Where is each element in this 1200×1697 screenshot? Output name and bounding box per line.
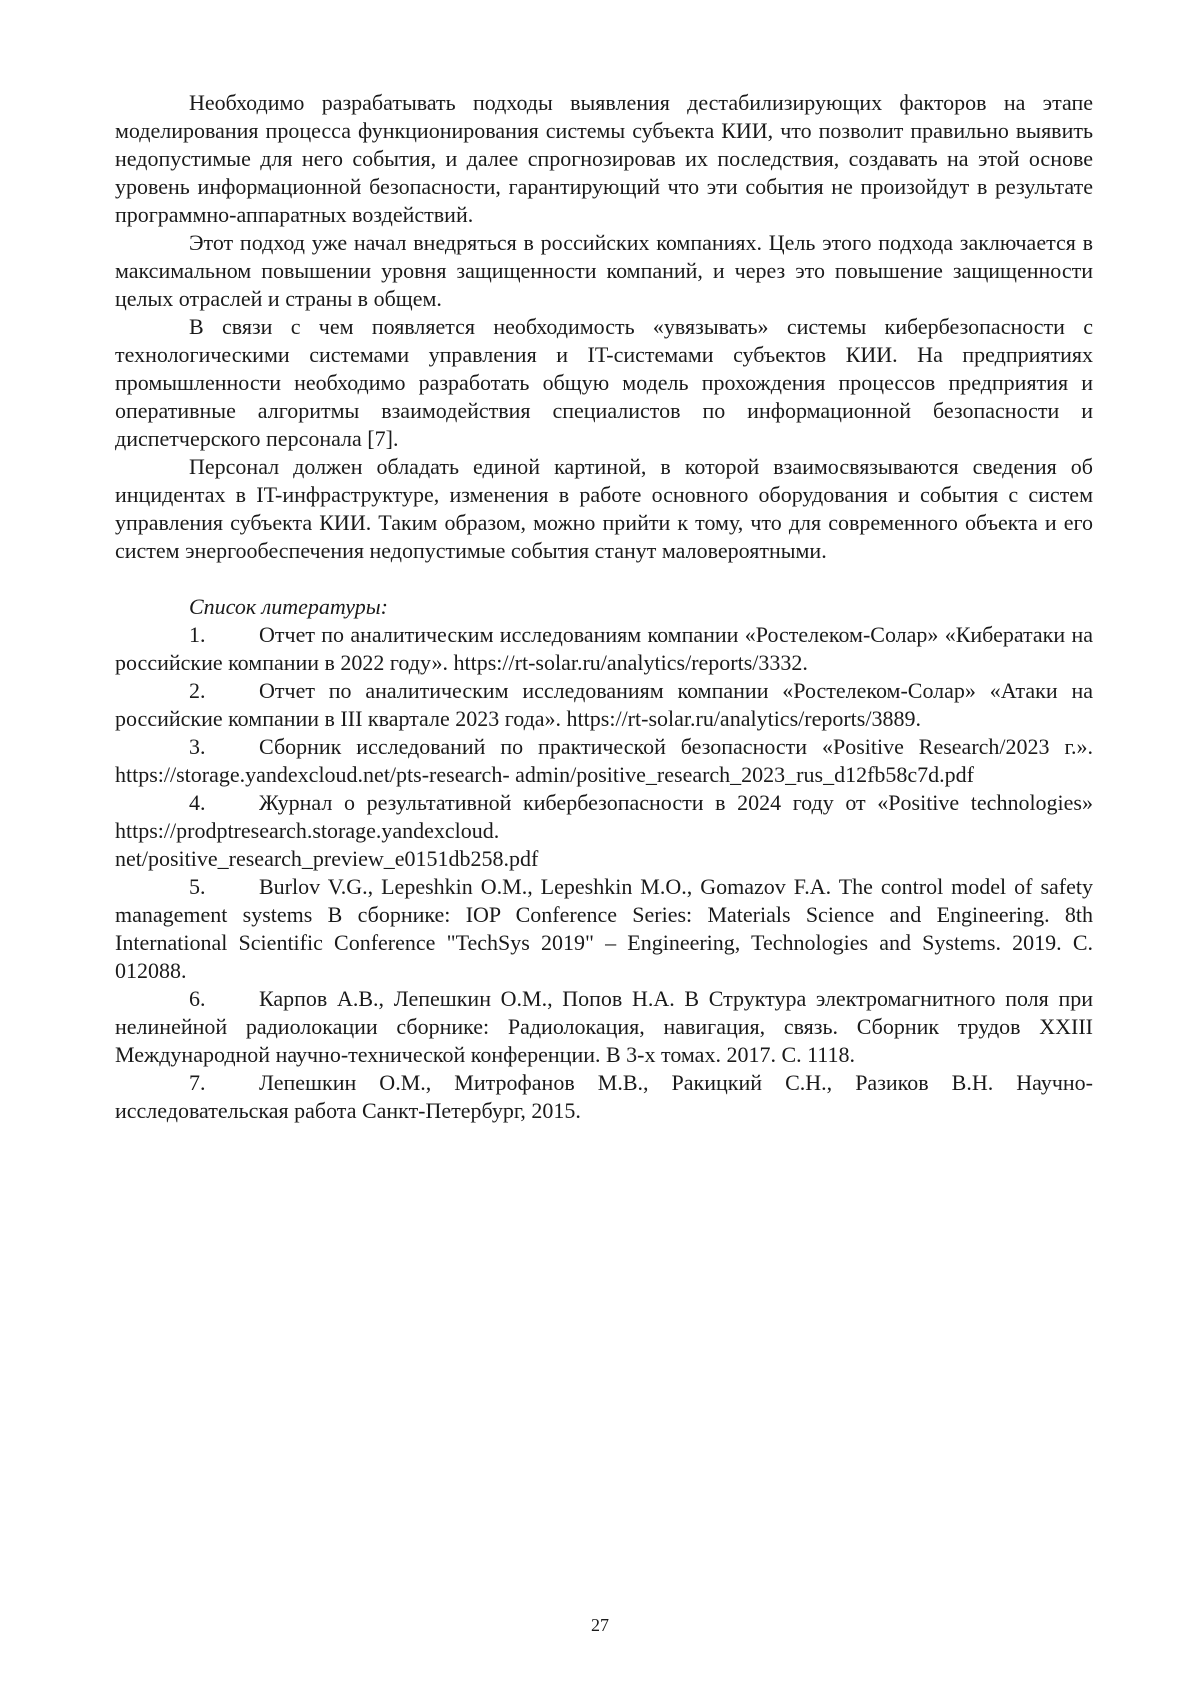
- body-paragraph: В связи с чем появляется необходимость «увязывать» системы кибербезопасности с технологическими системами управления и IT-системами субъектов КИИ. На предприятиях промышленности необходимо разработать общую модель прохождения процессов предприятия и оперативные алгоритмы взаимодействия специалистов по информационной безопасности и диспетчерского персонала [7].: [115, 314, 1093, 451]
- page-number: 27: [591, 1615, 609, 1635]
- reference-item: [115, 733, 1093, 789]
- reference-text: Burlov V.G., Lepeshkin O.M., Lepeshkin M.O., Gomazov F.A. The control model of safety management systems В сборнике: IOP Conference Series: Materials Science and Engineering. 8th International Scientific Conference "TechSys 2019" – Engineering, Technologies and Systems. 2019. С. 012088.: [115, 874, 1093, 983]
- body-paragraph: Этот подход уже начал внедряться в российских компаниях. Цель этого подхода заключается в максимальном повышении уровня защищенности компаний, и через это повышение защищенности целых отраслей и страны в общем.: [115, 230, 1093, 311]
- reference-item: [115, 621, 1093, 677]
- reference-item: [115, 873, 1093, 985]
- reference-text: Журнал о результативной кибербезопасности в 2024 году от «Positive technologies» https://prodptresearch.storage.yandexcloud.: [115, 790, 1093, 843]
- reference-text: Лепешкин О.М., Митрофанов М.В., Ракицкий С.Н., Разиков В.Н. Научно-исследовательская работа Санкт-Петербург, 2015.: [115, 1070, 1093, 1123]
- reference-number: 2.: [189, 678, 206, 703]
- reference-number: 5.: [189, 874, 206, 899]
- reference-text: Отчет по аналитическим исследованиям компании «Ростелеком-Солар» «Кибератаки на российские компании в 2022 году». https://rt-solar.ru/analytics/reports/3332.: [115, 622, 1093, 675]
- reference-number: 7.: [189, 1070, 206, 1095]
- reference-text: Сборник исследований по практической безопасности «Positive Research/2023 г.». https://storage.yandexcloud.net/pts-research- admin/positive_research_2023_rus_d12fb58c7d.pdf: [115, 734, 1093, 787]
- reference-text: Карпов А.В., Лепешкин О.М., Попов Н.А. В Структура электромагнитного поля при нелинейной радиолокации сборнике: Радиолокация, навигация, связь. Сборник трудов XXIII Международной научно-технической конференции. В 3-х томах. 2017. С. 1118.: [115, 986, 1093, 1067]
- reference-number: 6.: [189, 986, 206, 1011]
- reference-item: [115, 789, 1093, 873]
- references-list: [115, 621, 1093, 1125]
- reference-item: [115, 677, 1093, 733]
- reference-number: 3.: [189, 734, 206, 759]
- body-paragraph: Персонал должен обладать единой картиной, в которой взаимосвязываются сведения об инцидентах в IT-инфраструктуре, изменения в работе основного оборудования и события с систем управления субъекта КИИ. Таким образом, можно прийти к тому, что для современного объекта и его систем энергообеспечения недопустимые события станут маловероятными.: [115, 454, 1093, 563]
- references-heading: Список литературы:: [189, 594, 388, 619]
- document-body: [115, 89, 1093, 1125]
- reference-number: 4.: [189, 790, 206, 815]
- reference-item: [115, 985, 1093, 1069]
- reference-item: [115, 1069, 1093, 1125]
- reference-number: 1.: [189, 622, 206, 647]
- body-paragraph: Необходимо разрабатывать подходы выявления дестабилизирующих факторов на этапе моделирования процесса функционирования системы субъекта КИИ, что позволит правильно выявить недопустимые для него события, и далее спрогнозировав их последствия, создавать на этой основе уровень информационной безопасности, гарантирующий что эти события не произойдут в результате программно-аппаратных воздействий.: [115, 90, 1093, 227]
- reference-text-continuation: net/positive_research_preview_e0151db258.pdf: [115, 846, 539, 871]
- reference-text: Отчет по аналитическим исследованиям компании «Ростелеком-Солар» «Атаки на российские компании в III квартале 2023 года». https://rt-solar.ru/analytics/reports/3889.: [115, 678, 1093, 731]
